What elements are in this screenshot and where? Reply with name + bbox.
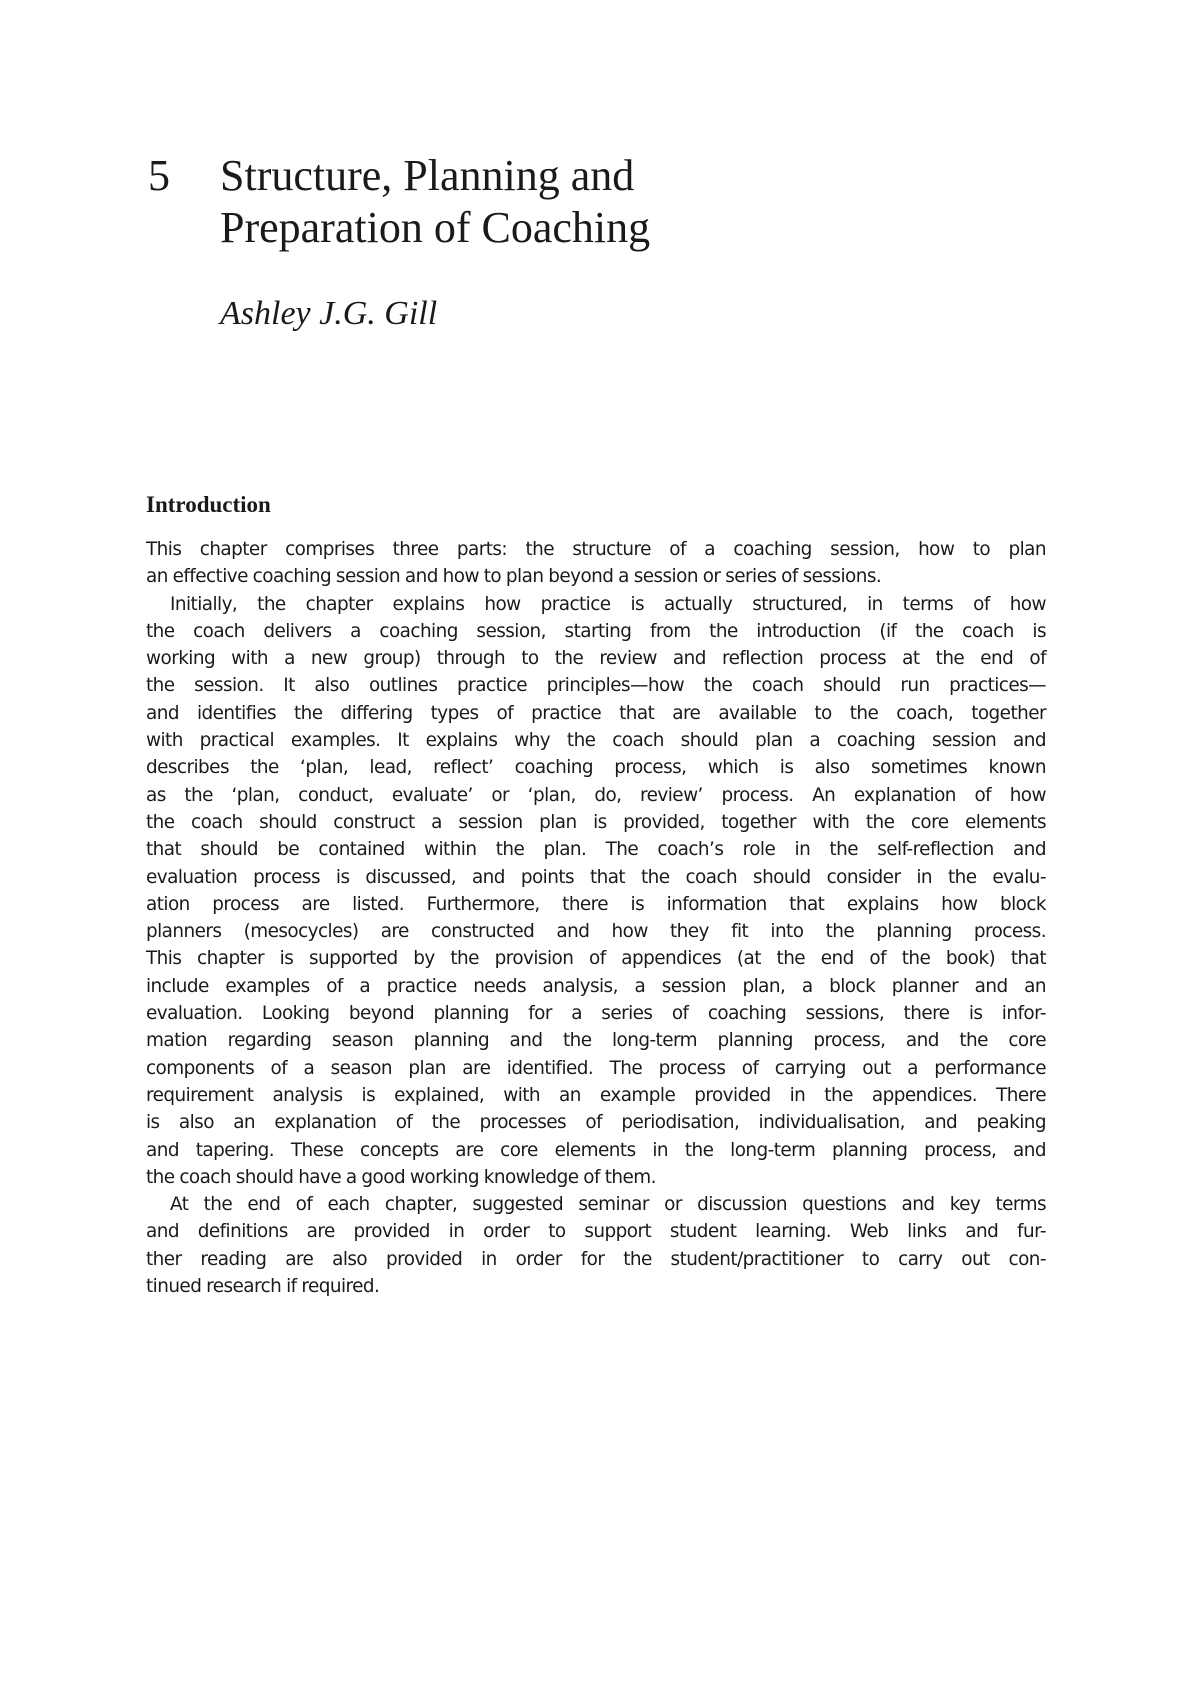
section-heading: Introduction (146, 492, 271, 517)
chapter-title (220, 150, 1048, 334)
text-line: and tapering. These concepts are core elements in the long-term planning process, and (146, 1139, 1046, 1161)
chapter-author: Ashley J.G. Gill (220, 295, 438, 332)
text-line: This chapter comprises three parts: the structure of a coaching session, how to plan (146, 539, 1046, 560)
text-line: evaluation process is discussed, and points that the coach should consider in the evalu- (146, 866, 1046, 888)
text-line: planners (mesocycles) are constructed and how they fit into the planning process. (146, 921, 1046, 943)
text-line: that should be contained within the plan. The coach’s role in the self-reflection and (146, 839, 1046, 861)
text-line: working with a new group) through to the review and reflection process at the end of (146, 648, 1046, 670)
text-line: an effective coaching session and how to plan beyond a session or series of sessions. (146, 566, 882, 588)
text-line: tinued research if required. (146, 1276, 380, 1298)
chapter-number: 5 (148, 151, 170, 200)
body-text (146, 536, 1046, 1300)
text-line: evaluation. Looking beyond planning for a series of coaching sessions, there is infor- (146, 1003, 1046, 1025)
chapter-heading (148, 150, 1048, 334)
text-line: requirement analysis is explained, with an example provided in the appendices. There (146, 1084, 1046, 1106)
text-line: is also an explanation of the processes of periodisation, individualisation, and peaking (146, 1112, 1046, 1134)
text-line: At the end of each chapter, suggested seminar or discussion questions and key terms (170, 1194, 1046, 1216)
text-line: include examples of a practice needs analysis, a session plan, a block planner and an (146, 975, 1046, 997)
text-line: ther reading are also provided in order for the student/practitioner to carry out con- (146, 1248, 1046, 1270)
text-line: This chapter is supported by the provision of appendices (at the end of the book) that (146, 948, 1046, 970)
text-line: the coach should have a good working knowledge of them. (146, 1166, 656, 1188)
text-line: as the ‘plan, conduct, evaluate’ or ‘plan, do, review’ process. An explanation of how (146, 784, 1046, 806)
text-line: with practical examples. It explains why the coach should plan a coaching session and (146, 730, 1046, 752)
text-line: and definitions are provided in order to support student learning. Web links and fur- (146, 1221, 1046, 1243)
chapter-title-line: Structure, Planning and (220, 151, 635, 200)
chapter-title-line: Preparation of Coaching (220, 203, 651, 252)
text-line: mation regarding season planning and the long-term planning process, and the core (146, 1030, 1046, 1052)
text-line: ation process are listed. Furthermore, there is information that explains how block (146, 893, 1046, 915)
text-line: the session. It also outlines practice principles—how the coach should run practices— (146, 675, 1046, 697)
introduction-section (146, 490, 1046, 1300)
text-line: the coach delivers a coaching session, starting from the introduction (if the coach is (146, 620, 1046, 642)
text-line: the coach should construct a session plan is provided, together with the core elements (146, 811, 1046, 833)
text-line: Initially, the chapter explains how practice is actually structured, in terms of how (170, 593, 1046, 615)
text-line: components of a season plan are identified. The process of carrying out a performance (146, 1057, 1046, 1079)
text-line: and identifies the differing types of practice that are available to the coach, together (146, 702, 1046, 724)
text-line: describes the ‘plan, lead, reflect’ coaching process, which is also sometimes known (146, 757, 1046, 779)
